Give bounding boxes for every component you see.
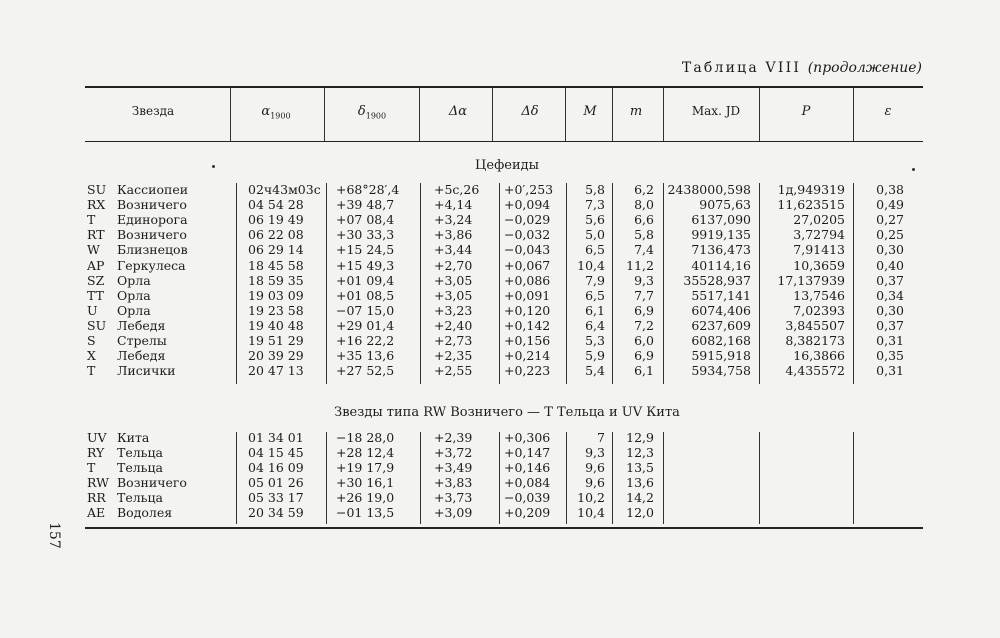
cell-eps: 0,31	[876, 363, 904, 379]
cell-m: 11,2	[626, 257, 654, 273]
header-alpha: $\alpha_{1900}$	[261, 104, 291, 121]
cell-dalpha: +3,05	[434, 272, 473, 288]
cell-const: Тельца	[117, 444, 163, 460]
cell-m: 9,6	[585, 459, 605, 475]
cell-star: RY	[87, 444, 105, 460]
cell-p: 16,3866	[793, 348, 845, 364]
cell-p: 4,435572	[785, 363, 845, 379]
cell-alpha: 01 34 01	[248, 430, 304, 445]
table-row	[0, 303, 1000, 318]
section-title-rw-aur: Звезды типа RW Возничего — T Тельца и UV Кита	[334, 405, 680, 420]
cell-m: 9,3	[634, 272, 654, 288]
cell-m: 10,4	[577, 504, 605, 520]
cell-dalpha: +3,23	[434, 302, 473, 318]
cell-const: Стрелы	[117, 333, 167, 348]
cell-star: RR	[87, 489, 106, 505]
cell-maxjd: 6074,406	[691, 302, 751, 318]
cell-delta: +26 19,0	[336, 489, 395, 505]
cell-const: Лебедя	[117, 348, 166, 364]
table-bottom-rule	[85, 527, 923, 529]
cell-m: 6,0	[634, 333, 654, 348]
cell-p: 7,91413	[793, 242, 845, 258]
cell-m: 8,0	[634, 197, 654, 213]
cell-p: 13,7546	[793, 287, 845, 303]
cell-m: 12,0	[626, 504, 654, 520]
cell-star: X	[87, 348, 96, 364]
cell-const: Возничего	[117, 474, 187, 490]
table-row	[0, 475, 1000, 490]
cell-maxjd: 5915,918	[691, 348, 751, 364]
table-row	[0, 363, 1000, 378]
cell-dalpha: +5с,26	[434, 182, 480, 197]
table-row	[0, 333, 1000, 348]
cell-const: Единорога	[117, 212, 188, 228]
cell-delta: +15 49,3	[336, 257, 395, 273]
header-delta-delta: Δδ	[521, 104, 539, 119]
cell-dalpha: +4,14	[434, 197, 473, 213]
cell-eps: 0,37	[876, 272, 904, 288]
cell-delta: +29 01,4	[336, 317, 395, 333]
cell-maxjd: 9919,135	[691, 227, 751, 243]
table-row	[0, 227, 1000, 242]
cell-ddelta: −0,043	[504, 242, 551, 258]
cell-const: Орла	[117, 272, 151, 288]
cell-eps: 0,30	[876, 242, 904, 258]
cell-dalpha: +2,55	[434, 363, 473, 379]
cell-m: 9,3	[585, 444, 605, 460]
header-column-divider	[230, 88, 231, 141]
cell-delta: +27 52,5	[336, 363, 395, 379]
table-row	[0, 182, 1000, 197]
cell-delta: +16 22,2	[336, 333, 395, 348]
header-m: m	[629, 104, 643, 119]
cell-delta: −01 13,5	[336, 504, 395, 520]
cell-eps: 0,25	[876, 227, 904, 243]
cell-ddelta: −0,029	[504, 212, 551, 228]
cell-maxjd: 6237,609	[691, 317, 751, 333]
cell-ddelta: +0,094	[504, 197, 551, 213]
cell-dalpha: +3,86	[434, 227, 473, 243]
cell-alpha: 19 51 29	[248, 333, 304, 348]
header-M: M	[583, 104, 597, 119]
cell-alpha: 06 22 08	[248, 227, 304, 243]
cell-star: SU	[87, 182, 107, 197]
cell-star: UV	[87, 430, 107, 445]
cell-dalpha: +3,05	[434, 287, 473, 303]
cell-m: 13,6	[626, 474, 654, 490]
cell-delta: +07 08,4	[336, 212, 395, 228]
table-row	[0, 242, 1000, 257]
header-column-divider	[759, 88, 760, 141]
cell-eps: 0,49	[876, 197, 904, 213]
cell-alpha: 02ч43м03с	[248, 182, 321, 197]
cell-p: 3,72794	[793, 227, 845, 243]
cell-alpha: 20 34 59	[248, 504, 304, 520]
cell-const: Лисички	[117, 363, 176, 379]
cell-star: U	[87, 302, 98, 318]
cell-maxjd: 6137,090	[691, 212, 751, 228]
cell-p: 11,623515	[777, 197, 845, 213]
header-delta-alpha: Δα	[448, 104, 468, 119]
cell-maxjd: 2438000,598	[667, 182, 751, 197]
cell-const: Геркулеса	[117, 257, 186, 273]
cell-maxjd: 35528,937	[683, 272, 751, 288]
cell-alpha: 20 39 29	[248, 348, 304, 364]
cell-m: 5,3	[585, 333, 605, 348]
cell-delta: +35 13,6	[336, 348, 395, 364]
cell-m: 6,5	[585, 242, 605, 258]
table-top-rule	[85, 86, 923, 88]
cell-m: 7,9	[585, 272, 605, 288]
table-row	[0, 288, 1000, 303]
cell-m: 12,3	[626, 444, 654, 460]
table-row	[0, 348, 1000, 363]
cell-star: T	[87, 363, 96, 379]
cell-ddelta: +0,156	[504, 333, 551, 348]
cell-eps: 0,31	[876, 333, 904, 348]
cell-p: 10,3659	[793, 257, 845, 273]
table-title-continuation: (продолжение)	[807, 60, 922, 76]
cell-alpha: 19 40 48	[248, 317, 304, 333]
cell-ddelta: +0,120	[504, 302, 551, 318]
cell-star: T	[87, 212, 96, 228]
print-speck	[212, 165, 215, 168]
page-number: 157	[46, 522, 62, 549]
cell-m: 10,4	[577, 257, 605, 273]
header-column-divider	[612, 88, 613, 141]
cell-m: 5,4	[585, 363, 605, 379]
cell-alpha: 06 19 49	[248, 212, 304, 228]
cell-star: SZ	[87, 272, 105, 288]
cell-dalpha: +3,72	[434, 444, 473, 460]
cell-m: 7,7	[634, 287, 654, 303]
cell-p: 1д,949319	[777, 182, 845, 197]
header-column-divider	[853, 88, 854, 141]
cell-delta: +30 33,3	[336, 227, 395, 243]
cell-m: 5,0	[585, 227, 605, 243]
header-max-jd: Max. JD	[691, 104, 741, 118]
cell-star: AE	[87, 504, 106, 520]
cell-alpha: 19 03 09	[248, 287, 304, 303]
print-speck	[912, 168, 915, 171]
cell-m: 9,6	[585, 474, 605, 490]
header-period: P	[801, 104, 811, 119]
cell-star: RW	[87, 474, 109, 490]
cell-dalpha: +2,70	[434, 257, 473, 273]
cell-maxjd: 6082,168	[691, 333, 751, 348]
cell-delta: +01 08,5	[336, 287, 395, 303]
cell-p: 17,137939	[777, 272, 845, 288]
cell-dalpha: +2,40	[434, 317, 473, 333]
cell-ddelta: +0,067	[504, 257, 551, 273]
cell-dalpha: +2,35	[434, 348, 473, 364]
cell-m: 5,6	[585, 212, 605, 228]
cell-delta: −07 15,0	[336, 302, 395, 318]
cell-m: 6,6	[634, 212, 654, 228]
cell-dalpha: +3,24	[434, 212, 473, 228]
cell-alpha: 05 01 26	[248, 474, 304, 490]
cell-alpha: 04 16 09	[248, 459, 304, 475]
cell-const: Водолея	[117, 504, 173, 520]
cell-const: Орла	[117, 302, 151, 318]
cell-ddelta: +0,147	[504, 444, 551, 460]
cell-dalpha: +3,73	[434, 489, 473, 505]
cell-ddelta: +0,142	[504, 317, 551, 333]
cell-const: Тельца	[117, 459, 163, 475]
cell-maxjd: 9075,63	[699, 197, 751, 213]
cell-dalpha: +3,83	[434, 474, 473, 490]
cell-m: 5,9	[585, 348, 605, 364]
cell-delta: +01 09,4	[336, 272, 395, 288]
cell-const: Орла	[117, 287, 151, 303]
header-epsilon: ε	[884, 104, 892, 119]
cell-ddelta: +0,086	[504, 272, 551, 288]
cell-delta: +39 48,7	[336, 197, 395, 213]
cell-ddelta: +0,223	[504, 363, 551, 379]
cell-star: S	[87, 333, 96, 348]
table-row	[0, 445, 1000, 460]
cell-const: Возничего	[117, 197, 187, 213]
cell-delta: −18 28,0	[336, 430, 395, 445]
header-column-divider	[419, 88, 420, 141]
cell-dalpha: +3,44	[434, 242, 473, 258]
cell-m: 7,2	[634, 317, 654, 333]
cell-m: 10,2	[577, 489, 605, 505]
cell-const: Кита	[117, 430, 150, 445]
cell-eps: 0,37	[876, 317, 904, 333]
cell-delta: +30 16,1	[336, 474, 395, 490]
cell-ddelta: +0,146	[504, 459, 551, 475]
header-star: Звезда	[131, 104, 175, 118]
cell-alpha: 18 45 58	[248, 257, 304, 273]
section-title-cepheids: Цефеиды	[475, 158, 539, 173]
table-row	[0, 197, 1000, 212]
cell-p: 27,0205	[793, 212, 845, 228]
table-row	[0, 212, 1000, 227]
cell-delta: +68°28′,4	[336, 182, 400, 197]
header-column-divider	[663, 88, 664, 141]
cell-delta: +19 17,9	[336, 459, 395, 475]
header-column-divider	[324, 88, 325, 141]
table-row	[0, 318, 1000, 333]
cell-ddelta: +0,091	[504, 287, 551, 303]
cell-p: 8,382173	[785, 333, 845, 348]
cell-star: RT	[87, 227, 105, 243]
table-row	[0, 460, 1000, 475]
cell-eps: 0,27	[876, 212, 904, 228]
cell-eps: 0,34	[876, 287, 904, 303]
table-row	[0, 258, 1000, 273]
cell-p: 7,02393	[793, 302, 845, 318]
cell-alpha: 04 54 28	[248, 197, 304, 213]
table-row	[0, 505, 1000, 520]
cell-dalpha: +3,49	[434, 459, 473, 475]
cell-ddelta: +0,209	[504, 504, 551, 520]
cell-m: 6,4	[585, 317, 605, 333]
cell-maxjd: 5934,758	[691, 363, 751, 379]
cell-eps: 0,30	[876, 302, 904, 318]
cell-ddelta: +0,306	[504, 430, 551, 445]
header-column-divider	[565, 88, 566, 141]
cell-ddelta: −0,039	[504, 489, 551, 505]
table-row	[0, 490, 1000, 505]
cell-maxjd: 7136,473	[691, 242, 751, 258]
cell-const: Тельца	[117, 489, 163, 505]
cell-m: 6,9	[634, 302, 654, 318]
cell-alpha: 18 59 35	[248, 272, 304, 288]
cell-eps: 0,40	[876, 257, 904, 273]
cell-eps: 0,38	[876, 182, 904, 197]
cell-alpha: 20 47 13	[248, 363, 304, 379]
cell-m: 14,2	[626, 489, 654, 505]
cell-m: 6,1	[585, 302, 605, 318]
cell-dalpha: +2,39	[434, 430, 473, 445]
header-column-divider	[492, 88, 493, 141]
cell-const: Близнецов	[117, 242, 188, 258]
cell-star: AP	[87, 257, 105, 273]
table-row	[0, 430, 1000, 445]
cell-const: Возничего	[117, 227, 187, 243]
cell-alpha: 19 23 58	[248, 302, 304, 318]
table-row	[0, 273, 1000, 288]
header-delta: $\delta_{1900}$	[357, 104, 387, 121]
cell-m: 13,5	[626, 459, 654, 475]
cell-m: 5,8	[585, 182, 605, 197]
cell-ddelta: −0,032	[504, 227, 551, 243]
cell-dalpha: +3,09	[434, 504, 473, 520]
cell-dalpha: +2,73	[434, 333, 473, 348]
cell-m: 6,1	[634, 363, 654, 379]
cell-delta: +28 12,4	[336, 444, 395, 460]
cell-m: 6,2	[634, 182, 654, 197]
cell-star: RX	[87, 197, 106, 213]
cell-maxjd: 40114,16	[691, 257, 751, 273]
cell-star: T	[87, 459, 96, 475]
cell-m: 7	[597, 430, 605, 445]
cell-star: W	[87, 242, 100, 258]
cell-const: Лебедя	[117, 317, 166, 333]
cell-m: 6,9	[634, 348, 654, 364]
cell-star: TT	[87, 287, 104, 303]
cell-ddelta: +0,084	[504, 474, 551, 490]
table-title	[682, 60, 922, 76]
cell-ddelta: +0′,253	[504, 182, 554, 197]
cell-const: Кассиопеи	[117, 182, 189, 197]
header-bottom-rule	[85, 141, 923, 142]
cell-maxjd: 5517,141	[691, 287, 751, 303]
cell-star: SU	[87, 317, 107, 333]
cell-alpha: 06 29 14	[248, 242, 304, 258]
cell-m: 12,9	[626, 430, 654, 445]
cell-m: 7,3	[585, 197, 605, 213]
cell-eps: 0,35	[876, 348, 904, 364]
cell-m: 5,8	[634, 227, 654, 243]
cell-alpha: 05 33 17	[248, 489, 304, 505]
cell-ddelta: +0,214	[504, 348, 551, 364]
table-title-main: Таблица VIII	[681, 60, 802, 76]
cell-p: 3,845507	[785, 317, 845, 333]
cell-alpha: 04 15 45	[248, 444, 304, 460]
cell-delta: +15 24,5	[336, 242, 395, 258]
cell-m: 6,5	[585, 287, 605, 303]
cell-m: 7,4	[634, 242, 654, 258]
